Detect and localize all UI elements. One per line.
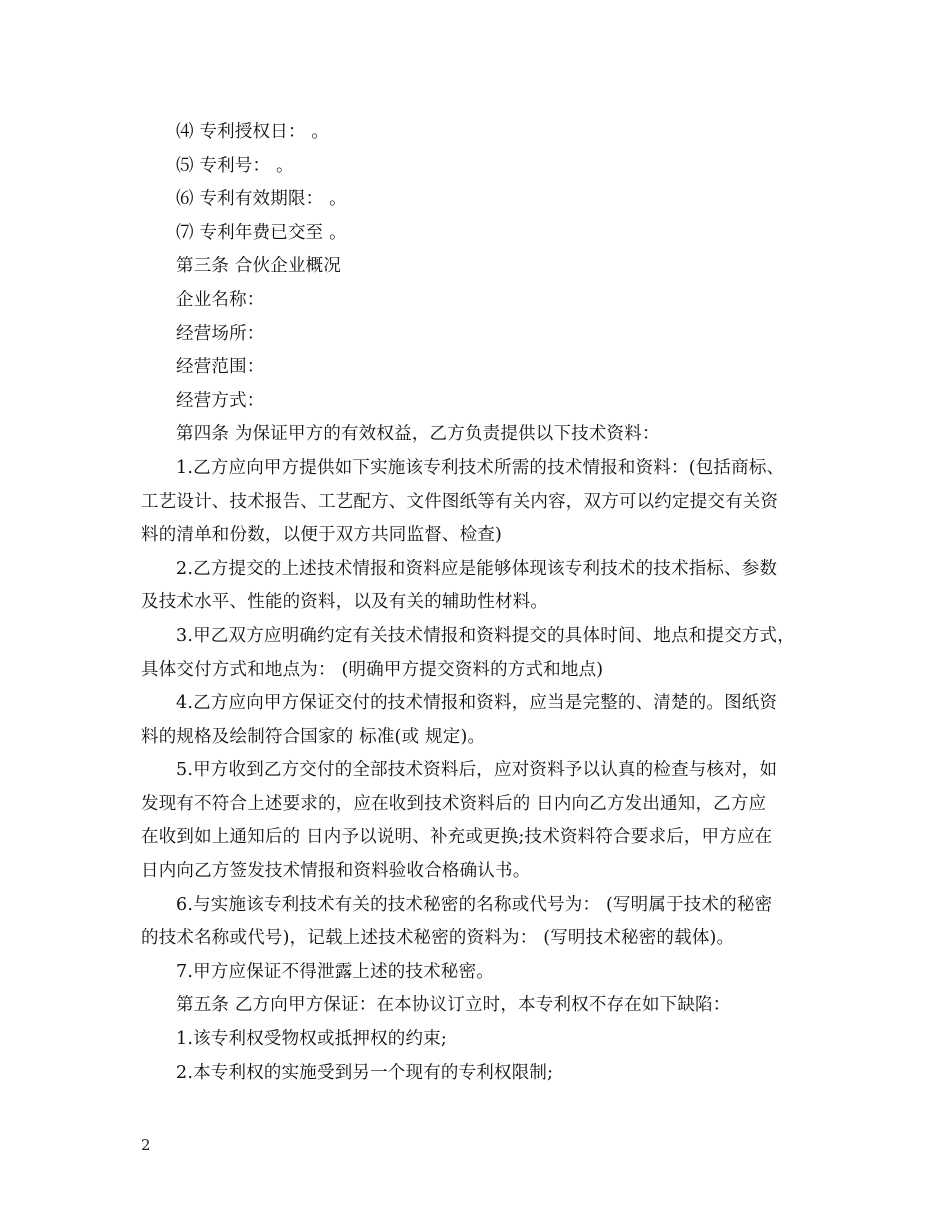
text-line: 日内向乙方签发技术情报和资料验收合格确认书。 — [141, 861, 531, 882]
document-body — [141, 116, 826, 1090]
text-line: ⑸ 专利号： 。 — [176, 155, 294, 176]
text-line: 在收到如上通知后的 日内予以说明、补充或更换;技术资料符合要求后，甲方应在 — [141, 827, 773, 848]
text-line: 的技术名称或代号)，记载上述技术秘密的资料为： (写明技术秘密的载体)。 — [141, 928, 735, 949]
text-line: 第三条 合伙企业概况 — [176, 256, 342, 277]
text-line: 经营场所： — [176, 323, 265, 344]
text-line: 1.乙方应向甲方提供如下实施该专利技术所需的技术情报和资料：(包括商标、 — [176, 457, 785, 478]
text-line: 料的清单和份数，以便于双方共同监督、检查) — [141, 525, 503, 546]
text-line: 1.该专利权受物权或抵押权的约束; — [176, 1029, 447, 1050]
text-line: 6.与实施该专利技术有关的技术秘密的名称或代号为： (写明属于技术的秘密 — [176, 894, 773, 915]
text-line: 3.甲乙双方应明确约定有关技术情报和资料提交的具体时间、地点和提交方式， — [176, 625, 795, 646]
text-line: 4.乙方应向甲方保证交付的技术情报和资料，应当是完整的、清楚的。图纸资 — [176, 693, 778, 714]
text-line: ⑷ 专利授权日： 。 — [176, 122, 330, 142]
text-line: 经营范围： — [176, 357, 265, 378]
text-line: ⑺ 专利年费已交至 。 — [176, 222, 347, 243]
text-line: 企业名称： — [176, 289, 265, 310]
text-line: 及技术水平、性能的资料，以及有关的辅助性材料。 — [141, 592, 549, 613]
text-line: 第四条 为保证甲方的有效权益，乙方负责提供以下技术资料： — [176, 424, 660, 445]
text-line: ⑹ 专利有效期限： 。 — [176, 189, 347, 210]
text-line: 2.乙方提交的上述技术情报和资料应是能够体现该专利技术的技术指标、参数 — [176, 558, 778, 579]
text-line: 2.本专利权的实施受到另一个现有的专利权限制; — [176, 1062, 554, 1083]
text-line: 发现有不符合上述要求的，应在收到技术资料后的 日内向乙方发出通知，乙方应 — [141, 793, 767, 814]
text-line: 7.甲方应保证不得泄露上述的技术秘密。 — [176, 961, 494, 982]
text-line: 具体交付方式和地点为： (明确甲方提交资料的方式和地点) — [141, 659, 604, 680]
text-line: 经营方式： — [176, 390, 265, 411]
text-line: 第五条 乙方向甲方保证：在本协议订立时，本专利权不存在如下缺陷： — [176, 995, 731, 1016]
text-line: 料的规格及绘制符合国家的 标准(或 规定)。 — [141, 726, 486, 747]
page-number: 2 — [141, 1136, 151, 1154]
text-line: 5.甲方收到乙方交付的全部技术资料后，应对资料予以认真的检查与核对，如 — [176, 760, 778, 781]
text-line: 工艺设计、技术报告、工艺配方、文件图纸等有关内容，双方可以约定提交有关资 — [141, 491, 779, 512]
